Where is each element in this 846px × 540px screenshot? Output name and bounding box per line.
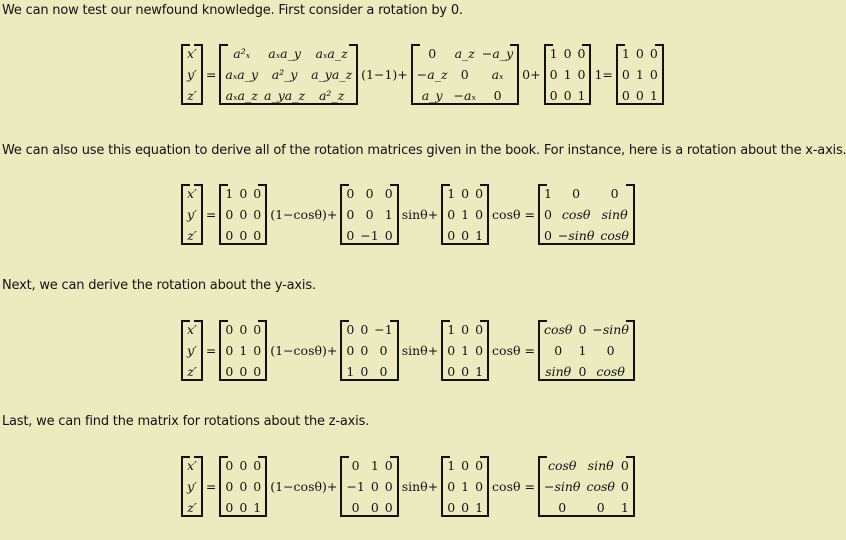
- matrix-cell: 0: [543, 207, 552, 222]
- factor-3: cosθ =: [492, 479, 535, 494]
- matrix-cell: 0: [447, 207, 456, 222]
- matrix-cell: −aₓ: [453, 88, 476, 103]
- matrix-cell: 0: [596, 500, 605, 515]
- matrix-cell: 0: [346, 322, 355, 337]
- cross-matrix: [411, 44, 519, 105]
- matrix-cell: 0: [558, 500, 567, 515]
- matrix-cell: x′: [187, 458, 197, 473]
- identity-matrix: [441, 456, 489, 517]
- matrix-cell: 0: [239, 500, 248, 515]
- cross-matrix: [340, 456, 398, 517]
- matrix-cell: 0: [346, 207, 355, 222]
- z-axis-text: Last, we can find the matrix for rotations about the z-axis.: [2, 414, 370, 429]
- matrix-cell: aₓa_y: [225, 67, 259, 82]
- matrix-cell: cosθ: [547, 458, 577, 473]
- matrix-cell: 0: [253, 364, 262, 379]
- matrix-cell: a_ya_z: [311, 67, 353, 82]
- matrix-cell: 0: [225, 500, 234, 515]
- matrix-cell: 0: [447, 479, 456, 494]
- matrix-cell: 0: [447, 364, 456, 379]
- matrix-cell: 0: [549, 88, 558, 103]
- matrix-cell: 1: [578, 343, 587, 358]
- result-matrix: [538, 456, 635, 517]
- matrix-cell: 0: [225, 479, 234, 494]
- matrix-cell: 0: [239, 458, 248, 473]
- result-matrix: [538, 184, 635, 245]
- matrix-cell: 1: [346, 364, 355, 379]
- matrix-cell: 0: [225, 343, 234, 358]
- matrix-cell: 0: [578, 364, 587, 379]
- matrix-cell: 0: [365, 207, 374, 222]
- matrix-cell: 0: [253, 228, 262, 243]
- factor-2: sinθ+: [401, 479, 439, 494]
- matrix-cell: 0: [384, 228, 393, 243]
- identity-matrix: [441, 320, 489, 381]
- matrix-cell: a_z: [454, 46, 475, 61]
- matrix-cell: 0: [475, 479, 484, 494]
- matrix-cell: 0: [577, 46, 586, 61]
- matrix-cell: 1: [239, 343, 248, 358]
- matrix-cell: 0: [370, 479, 379, 494]
- matrix-cell: −1: [360, 228, 379, 243]
- matrix-cell: 1: [635, 67, 644, 82]
- matrix-cell: 1: [475, 500, 484, 515]
- matrix-cell: 0: [384, 479, 393, 494]
- matrix-cell: aₓ: [491, 67, 504, 82]
- matrix-cell: 0: [253, 458, 262, 473]
- matrix-cell: 0: [225, 364, 234, 379]
- identity-matrix: [544, 44, 592, 105]
- x-axis-text: We can also use this equation to derive all of the rotation matrices given in the book. For instance, here is a rotation about the x-axis.: [2, 143, 846, 158]
- matrix-cell: 0: [360, 364, 369, 379]
- matrix-cell: cosθ: [586, 479, 615, 494]
- outer-product-matrix: [219, 44, 358, 105]
- matrix-cell: 0: [649, 46, 658, 61]
- factor-3: cosθ =: [492, 207, 535, 222]
- y-axis-text: Next, we can derive the rotation about the y-axis.: [2, 278, 316, 293]
- matrix-cell: 0: [461, 186, 470, 201]
- matrix-cell: 0: [253, 186, 262, 201]
- equals-sign: =: [205, 207, 217, 222]
- matrix-cell: −sinθ: [543, 479, 581, 494]
- factor-2: 0+: [522, 67, 541, 82]
- matrix-cell: 0: [460, 67, 469, 82]
- matrix-cell: 0: [549, 67, 558, 82]
- lhs-vector: [181, 184, 203, 245]
- matrix-cell: 0: [447, 500, 456, 515]
- matrix-cell: 1: [621, 46, 630, 61]
- matrix-cell: 1: [620, 500, 629, 515]
- matrix-cell: 0: [253, 207, 262, 222]
- matrix-cell: 0: [475, 186, 484, 201]
- matrix-cell: 0: [635, 88, 644, 103]
- matrix-cell: 0: [461, 458, 470, 473]
- matrix-cell: 1: [563, 67, 572, 82]
- matrix-cell: a²_z: [318, 88, 345, 103]
- matrix-cell: 0: [351, 500, 360, 515]
- equation-4: [180, 456, 636, 517]
- matrix-cell: 0: [461, 322, 470, 337]
- matrix-cell: 0: [253, 479, 262, 494]
- matrix-cell: 0: [379, 364, 388, 379]
- matrix-cell: 0: [475, 207, 484, 222]
- matrix-cell: 0: [225, 228, 234, 243]
- outer-product-matrix: [219, 184, 267, 245]
- matrix-cell: 0: [475, 343, 484, 358]
- factor-1: (1−cosθ)+: [270, 343, 338, 358]
- matrix-cell: 0: [543, 228, 552, 243]
- matrix-cell: z′: [187, 228, 197, 243]
- matrix-cell: 0: [620, 458, 629, 473]
- matrix-cell: cosθ: [600, 228, 629, 243]
- matrix-cell: 0: [428, 46, 437, 61]
- equation-3: [180, 320, 636, 381]
- matrix-cell: 0: [379, 343, 388, 358]
- factor-2: sinθ+: [401, 343, 439, 358]
- matrix-cell: z′: [187, 500, 197, 515]
- matrix-cell: cosθ: [596, 364, 625, 379]
- matrix-cell: 0: [563, 46, 572, 61]
- matrix-cell: y′: [187, 207, 197, 222]
- intro-text: We can now test our newfound knowledge. First consider a rotation by 0.: [2, 3, 463, 18]
- matrix-cell: 0: [461, 228, 470, 243]
- matrix-cell: 1: [649, 88, 658, 103]
- matrix-cell: 0: [239, 207, 248, 222]
- lhs-vector: [181, 320, 203, 381]
- matrix-cell: 1: [253, 500, 262, 515]
- identity-matrix: [441, 184, 489, 245]
- matrix-cell: 0: [253, 322, 262, 337]
- matrix-cell: x′: [187, 46, 197, 61]
- matrix-cell: −a_y: [481, 46, 514, 61]
- matrix-cell: 0: [493, 88, 502, 103]
- matrix-cell: 0: [225, 322, 234, 337]
- matrix-cell: 1: [549, 46, 558, 61]
- matrix-cell: y′: [187, 67, 197, 82]
- matrix-cell: 0: [346, 228, 355, 243]
- lhs-vector: [181, 44, 203, 105]
- matrix-cell: 0: [239, 322, 248, 337]
- matrix-cell: 1: [461, 479, 470, 494]
- matrix-cell: 0: [563, 88, 572, 103]
- factor-3: 1=: [594, 67, 613, 82]
- matrix-cell: −sinθ: [592, 322, 629, 337]
- matrix-cell: 0: [635, 46, 644, 61]
- matrix-cell: z′: [187, 364, 197, 379]
- outer-product-matrix: [219, 320, 267, 381]
- matrix-cell: 1: [475, 364, 484, 379]
- matrix-cell: 0: [649, 67, 658, 82]
- matrix-cell: cosθ: [561, 207, 591, 222]
- cross-matrix: [340, 184, 398, 245]
- factor-2: sinθ+: [401, 207, 439, 222]
- factor-1: (1−cosθ)+: [270, 479, 338, 494]
- matrix-cell: 0: [475, 322, 484, 337]
- matrix-cell: 0: [370, 500, 379, 515]
- matrix-cell: sinθ: [601, 207, 628, 222]
- matrix-cell: cosθ: [543, 322, 573, 337]
- matrix-cell: 0: [577, 67, 586, 82]
- matrix-cell: a_y: [421, 88, 443, 103]
- cross-matrix: [340, 320, 398, 381]
- matrix-cell: aₓa_z: [225, 88, 258, 103]
- matrix-cell: 0: [239, 364, 248, 379]
- lhs-vector: [181, 456, 203, 517]
- matrix-cell: 0: [360, 343, 369, 358]
- matrix-cell: 0: [384, 186, 393, 201]
- matrix-cell: 0: [606, 343, 615, 358]
- outer-product-matrix: [219, 456, 267, 517]
- matrix-cell: z′: [187, 88, 197, 103]
- matrix-cell: 1: [447, 186, 456, 201]
- matrix-cell: −1: [346, 479, 365, 494]
- matrix-cell: 0: [225, 458, 234, 473]
- matrix-cell: 0: [239, 228, 248, 243]
- matrix-cell: x′: [187, 186, 197, 201]
- result-matrix: [538, 320, 635, 381]
- matrix-cell: 0: [461, 500, 470, 515]
- matrix-cell: 1: [384, 207, 393, 222]
- matrix-cell: 0: [447, 343, 456, 358]
- matrix-cell: 0: [554, 343, 563, 358]
- matrix-cell: 0: [621, 67, 630, 82]
- matrix-cell: 0: [239, 479, 248, 494]
- matrix-cell: 0: [461, 364, 470, 379]
- factor-1: (1−cosθ)+: [270, 207, 338, 222]
- matrix-cell: a_ya_z: [264, 88, 306, 103]
- matrix-cell: 1: [543, 186, 552, 201]
- matrix-cell: 0: [225, 207, 234, 222]
- matrix-cell: 0: [475, 458, 484, 473]
- matrix-cell: 1: [370, 458, 379, 473]
- matrix-cell: 0: [360, 322, 369, 337]
- factor-1: (1−1)+: [361, 67, 408, 82]
- matrix-cell: 0: [578, 322, 587, 337]
- matrix-cell: a²ₓ: [233, 46, 251, 61]
- matrix-cell: aₓa_z: [315, 46, 348, 61]
- matrix-cell: 0: [610, 186, 619, 201]
- matrix-cell: −1: [374, 322, 393, 337]
- equals-sign: =: [205, 479, 217, 494]
- matrix-cell: 0: [384, 500, 393, 515]
- matrix-cell: 1: [475, 228, 484, 243]
- equals-sign: =: [205, 343, 217, 358]
- matrix-cell: y′: [187, 343, 197, 358]
- factor-3: cosθ =: [492, 343, 535, 358]
- matrix-cell: −a_z: [416, 67, 448, 82]
- matrix-cell: 1: [577, 88, 586, 103]
- matrix-cell: 0: [239, 186, 248, 201]
- matrix-cell: 0: [346, 186, 355, 201]
- result-matrix: [616, 44, 664, 105]
- matrix-cell: 0: [365, 186, 374, 201]
- matrix-cell: a²_y: [271, 67, 298, 82]
- equation-2: [180, 184, 636, 245]
- matrix-cell: 1: [461, 207, 470, 222]
- matrix-cell: x′: [187, 322, 197, 337]
- matrix-cell: 1: [447, 458, 456, 473]
- equals-sign: =: [205, 67, 217, 82]
- matrix-cell: sinθ: [587, 458, 614, 473]
- matrix-cell: y′: [187, 479, 197, 494]
- matrix-cell: 0: [447, 228, 456, 243]
- matrix-cell: 0: [346, 343, 355, 358]
- matrix-cell: 1: [461, 343, 470, 358]
- matrix-cell: 1: [225, 186, 234, 201]
- matrix-cell: 0: [253, 343, 262, 358]
- matrix-cell: −sinθ: [557, 228, 595, 243]
- matrix-cell: 0: [572, 186, 581, 201]
- equation-1: [180, 44, 665, 105]
- matrix-cell: 0: [351, 458, 360, 473]
- matrix-cell: 1: [447, 322, 456, 337]
- matrix-cell: 0: [621, 88, 630, 103]
- matrix-cell: 0: [620, 479, 629, 494]
- matrix-cell: 0: [384, 458, 393, 473]
- matrix-cell: aₓa_y: [268, 46, 301, 61]
- matrix-cell: sinθ: [545, 364, 572, 379]
